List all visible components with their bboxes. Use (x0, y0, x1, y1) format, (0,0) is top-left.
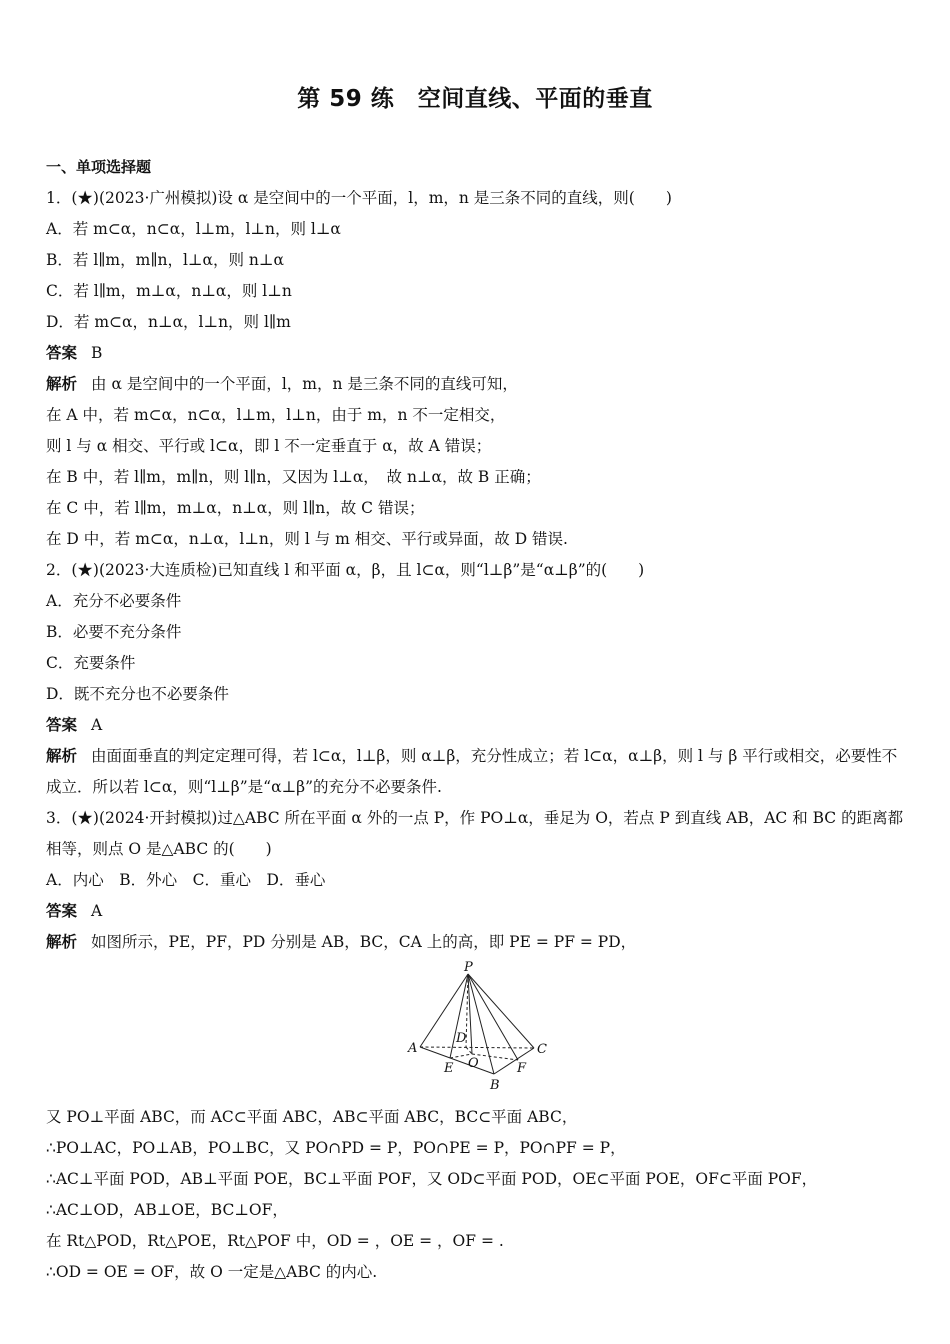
answer-label: 答案 (46, 716, 78, 734)
label-b: B (490, 1078, 500, 1093)
q1-analysis-line: 在 B 中，若 l∥m，m∥n，则 l∥n，又因为 l⊥α， 故 n⊥α，故 B 正确； (46, 468, 541, 486)
q1-option-c: C．若 l∥m，m⊥α，n⊥α，则 l⊥n (46, 282, 292, 300)
answer-value: A (91, 716, 103, 734)
q3-analysis-line: 在 Rt△POD，Rt△POE，Rt△POF 中，OD = ，OE = ，OF = . (46, 1232, 504, 1250)
analysis-text: 如图所示，PE，PF，PD 分别是 AB，BC，CA 上的高，即 PE = PF = PD， (91, 933, 637, 951)
analysis-text: 由面面垂直的判定定理可得，若 l⊂α，l⊥β，则 α⊥β，充分性成立；若 l⊂α，α⊥β，则 l 与 β 平行或相交，必要性不成立．所以若 l⊂α，则“l⊥β”是“α⊥β”的充分不必要条件. (46, 747, 898, 796)
q3-analysis-line: ∴OD = OE = OF，故 O 一定是△ABC 的内心. (46, 1263, 378, 1281)
q3-analysis-line: ∴PO⊥AC，PO⊥AB，PO⊥BC，又 PO∩PD = P，PO∩PE = P，PO∩PF = P， (46, 1139, 626, 1157)
label-p: P (464, 960, 473, 975)
q3-options: A．内心 B．外心 C．重心 D．垂心 (46, 871, 326, 889)
q3-stem: 3．(★)(2024·开封模拟)过△ABC 所在平面 α 外的一点 P，作 PO⊥α，垂足为 O，若点 P 到直线 AB，AC 和 BC 的距离都相等，则点 O 是△ABC 的( ) (46, 809, 904, 858)
q2-analysis (46, 741, 908, 803)
q1-answer (46, 338, 908, 369)
pyramid-figure (46, 958, 908, 1102)
q1-option-b: B．若 l∥m，m∥n，l⊥α，则 n⊥α (46, 251, 284, 269)
q2-option-d: D．既不充分也不必要条件 (46, 685, 229, 703)
q2-stem: 2．(★)(2023·大连质检)已知直线 l 和平面 α，β，且 l⊂α，则“l⊥β”是“α⊥β”的( ) (46, 561, 645, 579)
q3-answer (46, 896, 908, 927)
q1-analysis (46, 369, 908, 400)
label-a: A (408, 1041, 418, 1056)
q3-analysis-line: ∴AC⊥OD，AB⊥OE，BC⊥OF， (46, 1201, 288, 1219)
analysis-label: 解析 (46, 375, 78, 393)
answer-value: A (91, 902, 103, 920)
q1-analysis-line: 在 C 中，若 l∥m，m⊥α，n⊥α，则 l∥n，故 C 错误； (46, 499, 425, 517)
q3-analysis-line: ∴AC⊥平面 POD，AB⊥平面 POE，BC⊥平面 POF，又 OD⊂平面 POD，OE⊂平面 POE，OF⊂平面 POF， (46, 1170, 818, 1188)
label-f: F (517, 1061, 527, 1076)
label-d: D (456, 1031, 467, 1046)
section-heading: 一、单项选择题 (46, 158, 152, 176)
answer-value: B (91, 344, 103, 362)
q1-stem: 1．(★)(2023·广州模拟)设 α 是空间中的一个平面，l，m，n 是三条不同的直线，则( ) (46, 189, 672, 207)
page-title: 第 59 练 空间直线、平面的垂直 (297, 86, 653, 112)
q1-analysis-line: 在 A 中，若 m⊂α，n⊂α，l⊥m，l⊥n，由于 m，n 不一定相交， (46, 406, 506, 424)
q1-option-a: A．若 m⊂α，n⊂α，l⊥m，l⊥n，则 l⊥α (46, 220, 341, 238)
q1-analysis-line: 在 D 中，若 m⊂α，n⊥α，l⊥n，则 l 与 m 相交、平行或异面，故 D 错误. (46, 530, 568, 548)
answer-label: 答案 (46, 344, 78, 362)
label-e: E (444, 1061, 454, 1076)
q2-answer (46, 710, 908, 741)
label-o: O (468, 1056, 479, 1071)
q2-option-c: C．充要条件 (46, 654, 136, 672)
analysis-label: 解析 (46, 933, 78, 951)
analysis-label: 解析 (46, 747, 78, 765)
document-body (46, 152, 908, 1288)
label-c: C (537, 1042, 547, 1057)
q3-analysis (46, 927, 908, 958)
q1-analysis-line: 则 l 与 α 相交、平行或 l⊂α，即 l 不一定垂直于 α，故 A 错误； (46, 437, 492, 455)
pyramid-diagram (406, 958, 556, 1098)
q3-analysis-line: 又 PO⊥平面 ABC，而 AC⊂平面 ABC，AB⊂平面 ABC，BC⊂平面 ABC， (46, 1108, 578, 1126)
q2-option-b: B．必要不充分条件 (46, 623, 182, 641)
analysis-text: 由 α 是空间中的一个平面，l，m，n 是三条不同的直线可知， (91, 375, 518, 393)
q2-option-a: A．充分不必要条件 (46, 592, 182, 610)
answer-label: 答案 (46, 902, 78, 920)
q1-option-d: D．若 m⊂α，n⊥α，l⊥n，则 l∥m (46, 313, 291, 331)
